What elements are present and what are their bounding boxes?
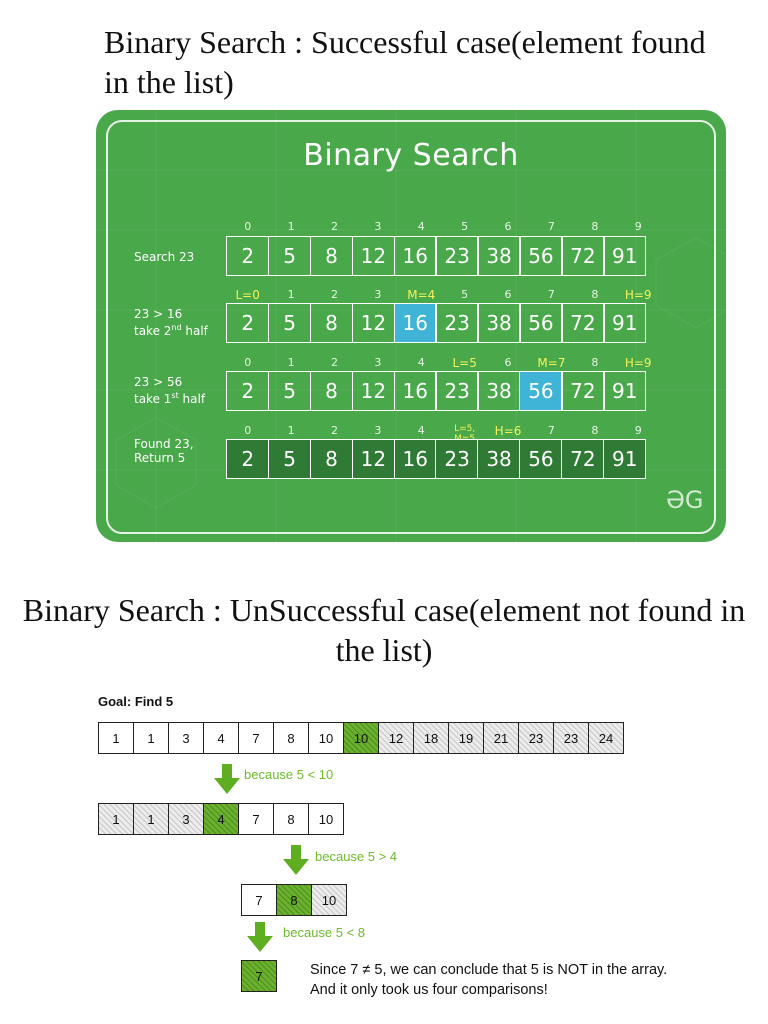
array-cell: 38: [477, 439, 520, 479]
array-cell: 1: [133, 803, 169, 835]
array-cell: 72: [561, 303, 604, 343]
index-label: 1: [287, 356, 295, 369]
step-label-text: Search 23: [134, 250, 195, 264]
array-cell: 23: [435, 236, 478, 276]
array-cell: 72: [561, 371, 604, 411]
index-label: 1: [287, 424, 295, 437]
index-label: 3: [374, 356, 382, 369]
index-label: 4: [417, 424, 425, 437]
step-label-line2: Return 5: [134, 451, 186, 465]
index-label: 8: [591, 424, 599, 437]
array-cell: 8: [273, 803, 309, 835]
array-cell: 91: [603, 236, 646, 276]
index-row-1: [226, 220, 660, 234]
index-label: 7: [547, 288, 555, 301]
array-cell: 23: [435, 371, 478, 411]
because-label-1: because 5 < 10: [244, 767, 334, 782]
array-cell-midpoint: 10: [343, 722, 379, 754]
index-label: 8: [591, 220, 599, 233]
array-cell: 8: [310, 371, 353, 411]
array-cell: 16: [394, 439, 437, 479]
index-label: 2: [330, 220, 338, 233]
index-label: 7: [547, 424, 555, 437]
index-label: 9: [634, 424, 642, 437]
step-label-line2: take 1st half: [134, 391, 206, 406]
step-label-line2: take 2nd half: [134, 323, 208, 338]
because-label-2: because 5 > 4: [315, 849, 398, 864]
array-row-full: [98, 722, 623, 754]
array-cell: 18: [413, 722, 449, 754]
array-cell-midpoint: 7: [241, 960, 277, 992]
array-row-2: [226, 303, 660, 343]
array-cell: 8: [310, 439, 353, 479]
index-label: 0: [244, 424, 252, 437]
array-cell-midpoint: 4: [203, 803, 239, 835]
index-label: 3: [374, 288, 382, 301]
array-cell: 7: [241, 884, 277, 916]
panel-title: Binary Search: [303, 138, 519, 173]
index-label: 2: [330, 288, 338, 301]
index-label: L=0: [235, 288, 260, 302]
step-label-line1: 23 > 56: [134, 375, 183, 389]
index-label: 2: [330, 424, 338, 437]
index-label: L=5: [452, 356, 477, 370]
array-cell: 23: [553, 722, 589, 754]
step-label-3: [134, 375, 224, 406]
index-label: L=5,: [454, 424, 476, 434]
goal-label: Goal: Find 5: [98, 694, 174, 709]
array-row-3: [226, 371, 660, 411]
array-row-left-half: [98, 803, 343, 835]
index-label: 5: [461, 220, 469, 233]
array-cell: 12: [352, 236, 395, 276]
array-cell: 91: [603, 439, 646, 479]
array-cell: 5: [268, 371, 311, 411]
array-cell: 1: [98, 803, 134, 835]
array-cell: 38: [477, 236, 520, 276]
index-label: H=6: [494, 424, 522, 438]
step-label-line1: Found 23,: [134, 437, 194, 451]
unsuccessful-case-title: Binary Search : UnSuccessful case(element not found in the list): [22, 592, 746, 668]
array-cell: 1: [133, 722, 169, 754]
down-arrow-icon: [214, 764, 240, 796]
array-cell-highlighted: 56: [519, 371, 562, 411]
geeksforgeeks-logo: ƏG: [666, 486, 704, 514]
conclusion-text: Since 7 ≠ 5, we can conclude that 5 is NOT in the array. And it only took us four comparisons!: [310, 962, 668, 998]
index-label: 1: [287, 220, 295, 233]
array-cell: 8: [310, 236, 353, 276]
array-cell: 7: [238, 722, 274, 754]
step-label-line1: 23 > 16: [134, 307, 183, 321]
array-cell: 2: [226, 303, 269, 343]
array-cell: 7: [238, 803, 274, 835]
index-row-2: [226, 288, 660, 302]
array-cell: 19: [448, 722, 484, 754]
index-label: H=9: [624, 356, 652, 370]
index-label: 1: [287, 288, 295, 301]
index-label: 0: [244, 356, 252, 369]
down-arrow-icon: [283, 845, 309, 877]
binary-search-success-panel: [96, 110, 726, 542]
array-cell: 10: [308, 803, 344, 835]
array-cell: 4: [203, 722, 239, 754]
array-cell: 3: [168, 803, 204, 835]
array-cell: 12: [378, 722, 414, 754]
index-label: 9: [634, 220, 642, 233]
array-cell: 1: [98, 722, 134, 754]
array-row-4: [226, 439, 660, 479]
index-label: 4: [417, 356, 425, 369]
array-cell-highlighted: 16: [394, 303, 437, 343]
array-cell: 56: [519, 439, 562, 479]
index-label: 8: [591, 356, 599, 369]
index-label: 6: [504, 288, 512, 301]
array-row-single: [241, 960, 276, 992]
array-cell: 56: [519, 236, 562, 276]
array-cell: 8: [273, 722, 309, 754]
array-cell: 2: [226, 439, 269, 479]
array-cell: 5: [268, 439, 311, 479]
index-label: H=9: [624, 288, 652, 302]
index-label: 3: [374, 220, 382, 233]
array-cell: 38: [477, 371, 520, 411]
index-label: 6: [504, 220, 512, 233]
array-cell: 12: [352, 439, 395, 479]
successful-case-title: Binary Search : Successful case(element found in the list): [104, 24, 706, 100]
array-cell: 3: [168, 722, 204, 754]
array-cell: 8: [310, 303, 353, 343]
index-label: 7: [547, 220, 555, 233]
index-label: 0: [244, 220, 252, 233]
array-cell: 91: [603, 303, 646, 343]
array-cell: 72: [561, 236, 604, 276]
array-cell: 23: [518, 722, 554, 754]
array-cell: 12: [352, 371, 395, 411]
index-label: 6: [504, 356, 512, 369]
array-cell: 72: [561, 439, 604, 479]
index-label: 5: [461, 288, 469, 301]
array-cell: 23: [435, 303, 478, 343]
index-label: 3: [374, 424, 382, 437]
index-row-4: [226, 424, 660, 438]
because-label-3: because 5 < 8: [283, 925, 366, 940]
array-row-right-part: [241, 884, 346, 916]
step-label-2: [134, 307, 224, 338]
array-row-1: [226, 236, 660, 276]
down-arrow-icon: [247, 922, 273, 954]
index-label: M=4: [407, 288, 436, 302]
index-row-3: [226, 356, 660, 370]
array-cell: 10: [311, 884, 347, 916]
array-cell: 12: [352, 303, 395, 343]
array-cell: 21: [483, 722, 519, 754]
array-cell: 2: [226, 371, 269, 411]
array-cell: 24: [588, 722, 624, 754]
array-cell: 5: [268, 236, 311, 276]
array-cell: 91: [603, 371, 646, 411]
array-cell: 10: [308, 722, 344, 754]
array-cell: 2: [226, 236, 269, 276]
array-cell: 56: [519, 303, 562, 343]
array-cell: 38: [477, 303, 520, 343]
array-cell: 16: [394, 236, 437, 276]
index-label: 2: [330, 356, 338, 369]
array-cell: 16: [394, 371, 437, 411]
array-cell: 5: [268, 303, 311, 343]
step-label-1: [134, 250, 224, 264]
index-label: 4: [417, 220, 425, 233]
index-label: M=7: [537, 356, 566, 370]
array-cell-highlighted: 23: [435, 439, 478, 479]
index-label: 8: [591, 288, 599, 301]
step-label-4: [134, 437, 224, 465]
array-cell-midpoint: 8: [276, 884, 312, 916]
